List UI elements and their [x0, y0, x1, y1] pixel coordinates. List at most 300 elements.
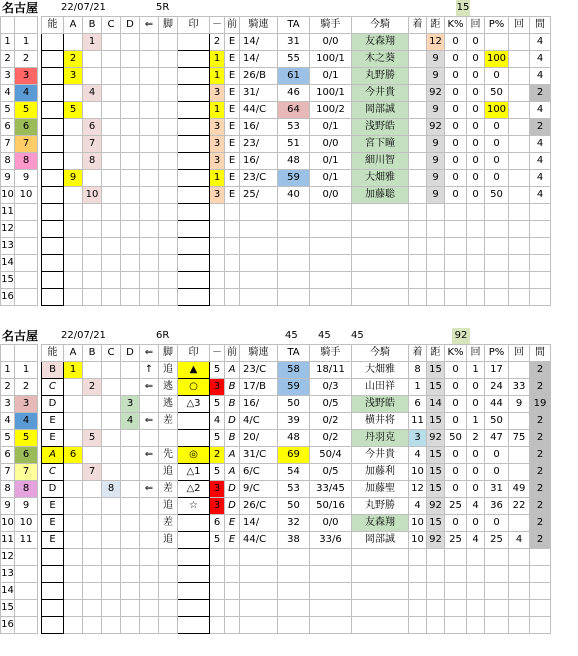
- p-percent: 31: [485, 481, 509, 498]
- current-jockey: 今井貴: [352, 447, 409, 464]
- frame-number: 3: [15, 68, 38, 85]
- table-row: [1, 396, 551, 413]
- running-style: 先: [159, 447, 178, 464]
- current-jockey: [352, 221, 409, 238]
- col-c: [102, 617, 121, 634]
- mark: [178, 68, 210, 85]
- previous: B: [225, 396, 240, 413]
- header-score-1: 45: [285, 330, 298, 341]
- jockey-link: 20/: [240, 430, 278, 447]
- running-style: [159, 204, 178, 221]
- frame-number: [15, 617, 38, 634]
- column-header-col-a: A: [64, 17, 83, 34]
- jockey-link: 26/C: [240, 498, 278, 515]
- count: 0: [467, 396, 485, 413]
- count: [467, 600, 485, 617]
- row-number: 14: [1, 583, 15, 600]
- previous: [225, 583, 240, 600]
- position: 4: [210, 413, 225, 430]
- row-number: 12: [1, 221, 15, 238]
- col-c: [102, 413, 121, 430]
- arrow: [140, 34, 159, 51]
- row-number: 8: [1, 481, 15, 498]
- p-percent: 0: [485, 515, 509, 532]
- jockey: [310, 272, 352, 289]
- col-d: [121, 289, 140, 306]
- col-a: [64, 481, 83, 498]
- position: [210, 255, 225, 272]
- col-a: [64, 566, 83, 583]
- col-c: [102, 102, 121, 119]
- previous: B: [225, 379, 240, 396]
- frame-number: 11: [15, 532, 38, 549]
- count-2: [509, 617, 530, 634]
- interval: 4: [530, 102, 551, 119]
- count: [467, 289, 485, 306]
- frame-number: 4: [15, 85, 38, 102]
- previous: [225, 566, 240, 583]
- finish: [409, 549, 427, 566]
- k-percent: 0: [445, 85, 467, 102]
- k-percent: 0: [445, 515, 467, 532]
- arrow: [140, 583, 159, 600]
- ta: 58: [278, 362, 310, 379]
- col-b: [83, 481, 102, 498]
- running-style: [159, 119, 178, 136]
- jockey-link: [240, 238, 278, 255]
- race-5-table: [0, 16, 551, 306]
- col-d: [121, 617, 140, 634]
- mark: [178, 600, 210, 617]
- jockey: 33/45: [310, 481, 352, 498]
- col-a: [64, 379, 83, 396]
- jockey: [310, 583, 352, 600]
- col-a: [64, 498, 83, 515]
- row-number: 2: [1, 379, 15, 396]
- frame-number: 5: [15, 102, 38, 119]
- count-2: [509, 204, 530, 221]
- jockey: 50/16: [310, 498, 352, 515]
- count-2: [509, 85, 530, 102]
- interval: 2: [530, 379, 551, 396]
- ta: 50: [278, 498, 310, 515]
- jockey: 33/6: [310, 532, 352, 549]
- count-2: [509, 255, 530, 272]
- previous: [225, 272, 240, 289]
- frame-number: 10: [15, 187, 38, 204]
- running-style: [159, 51, 178, 68]
- ability: C: [42, 464, 64, 481]
- ta: 38: [278, 532, 310, 549]
- count: 0: [467, 85, 485, 102]
- col-a: 6: [64, 447, 83, 464]
- interval: 2: [530, 119, 551, 136]
- table-row: [1, 170, 551, 187]
- p-percent: 0: [485, 119, 509, 136]
- column-header-running-style: 脚: [159, 17, 178, 34]
- jockey: 100/2: [310, 102, 352, 119]
- col-b: 6: [83, 119, 102, 136]
- jockey-link: [240, 289, 278, 306]
- col-b: 10: [83, 187, 102, 204]
- p-percent: 100: [485, 51, 509, 68]
- arrow: [140, 617, 159, 634]
- frame-number: 5: [15, 430, 38, 447]
- col-a: 2: [64, 51, 83, 68]
- count-2: 75: [509, 430, 530, 447]
- finish: 12: [409, 481, 427, 498]
- arrow: [140, 549, 159, 566]
- row-number: 13: [1, 238, 15, 255]
- position: [210, 600, 225, 617]
- row-number: 10: [1, 515, 15, 532]
- running-style: 追: [159, 362, 178, 379]
- jockey: 0/3: [310, 379, 352, 396]
- finish: [409, 204, 427, 221]
- table-row: [1, 272, 551, 289]
- current-jockey: 丹羽克: [352, 430, 409, 447]
- current-jockey: 木之葵: [352, 51, 409, 68]
- mark: [178, 119, 210, 136]
- col-b: 8: [83, 153, 102, 170]
- frame-number: 2: [15, 51, 38, 68]
- k-percent: 0: [445, 68, 467, 85]
- count: 0: [467, 379, 485, 396]
- p-percent: 50: [485, 413, 509, 430]
- ta: 40: [278, 187, 310, 204]
- mark: [178, 255, 210, 272]
- interval: [530, 566, 551, 583]
- current-jockey: 浅野皓: [352, 119, 409, 136]
- column-header-jockey-link: 騎連: [240, 17, 278, 34]
- row-number: 4: [1, 413, 15, 430]
- col-b: [83, 170, 102, 187]
- col-d: [121, 153, 140, 170]
- table-row: [1, 102, 551, 119]
- arrow: [140, 515, 159, 532]
- p-percent: 0: [485, 464, 509, 481]
- jockey: 0/1: [310, 170, 352, 187]
- ta: [278, 600, 310, 617]
- previous: [225, 238, 240, 255]
- distance: 9: [427, 68, 445, 85]
- jockey-link: 6/C: [240, 464, 278, 481]
- jockey-link: [240, 617, 278, 634]
- count-2: [509, 68, 530, 85]
- column-header-previous: 前: [225, 345, 240, 362]
- position: 3: [210, 379, 225, 396]
- arrow: [140, 204, 159, 221]
- running-style: [159, 153, 178, 170]
- previous: E: [225, 68, 240, 85]
- count-2: [509, 170, 530, 187]
- previous: [225, 600, 240, 617]
- previous: E: [225, 51, 240, 68]
- arrow: [140, 566, 159, 583]
- k-percent: 0: [445, 464, 467, 481]
- finish: [409, 68, 427, 85]
- mark: [178, 204, 210, 221]
- column-header-col-c: C: [102, 17, 121, 34]
- current-jockey: [352, 272, 409, 289]
- col-a: 1: [64, 362, 83, 379]
- count-2: [509, 600, 530, 617]
- distance: [427, 600, 445, 617]
- jockey: [310, 566, 352, 583]
- running-style: [159, 600, 178, 617]
- row-number: 2: [1, 51, 15, 68]
- running-style: [159, 272, 178, 289]
- interval: 2: [530, 532, 551, 549]
- count: [467, 617, 485, 634]
- current-jockey: [352, 583, 409, 600]
- frame-number: [15, 600, 38, 617]
- ta: [278, 289, 310, 306]
- interval: 2: [530, 447, 551, 464]
- jockey-link: [240, 255, 278, 272]
- mark: [178, 136, 210, 153]
- table-row: [1, 430, 551, 447]
- previous: D: [225, 481, 240, 498]
- finish: 11: [409, 413, 427, 430]
- table-row: [1, 119, 551, 136]
- col-d: [121, 119, 140, 136]
- distance: 92: [427, 532, 445, 549]
- ta: [278, 583, 310, 600]
- k-percent: 0: [445, 447, 467, 464]
- col-b: [83, 272, 102, 289]
- previous: [225, 289, 240, 306]
- jockey-link: 16/: [240, 153, 278, 170]
- row-number: 11: [1, 204, 15, 221]
- col-b: [83, 549, 102, 566]
- interval: 2: [530, 481, 551, 498]
- column-header-position: －: [210, 345, 225, 362]
- count: 4: [467, 498, 485, 515]
- col-b: [83, 600, 102, 617]
- col-d: [121, 498, 140, 515]
- col-a: [64, 413, 83, 430]
- jockey: 0/0: [310, 187, 352, 204]
- row-number: 14: [1, 255, 15, 272]
- count-2: 49: [509, 481, 530, 498]
- ability: [42, 566, 64, 583]
- running-style: 追: [159, 464, 178, 481]
- distance: 15: [427, 379, 445, 396]
- distance: 9: [427, 51, 445, 68]
- col-c: [102, 34, 121, 51]
- row-number: 16: [1, 617, 15, 634]
- jockey-link: 14/: [240, 515, 278, 532]
- k-percent: 0: [445, 362, 467, 379]
- finish: [409, 617, 427, 634]
- previous: [225, 549, 240, 566]
- interval: [530, 204, 551, 221]
- ta: [278, 272, 310, 289]
- distance: [427, 566, 445, 583]
- table-row: [1, 85, 551, 102]
- finish: [409, 221, 427, 238]
- col-d: [121, 566, 140, 583]
- table-row: [1, 51, 551, 68]
- mark: △2: [178, 481, 210, 498]
- column-header-position: －: [210, 17, 225, 34]
- k-percent: [445, 255, 467, 272]
- header-row: [1, 345, 551, 362]
- table-row: [1, 362, 551, 379]
- count-2: 22: [509, 498, 530, 515]
- arrow: [140, 498, 159, 515]
- jockey-link: [240, 583, 278, 600]
- jockey-link: 16/: [240, 396, 278, 413]
- col-c: [102, 430, 121, 447]
- col-b: [83, 204, 102, 221]
- col-a: [64, 549, 83, 566]
- col-d: [121, 187, 140, 204]
- finish: [409, 119, 427, 136]
- col-d: [121, 272, 140, 289]
- count: [467, 583, 485, 600]
- current-jockey: [352, 617, 409, 634]
- p-percent: 25: [485, 532, 509, 549]
- table-row: [1, 498, 551, 515]
- col-d: [121, 447, 140, 464]
- col-c: [102, 583, 121, 600]
- p-percent: 0: [485, 68, 509, 85]
- count-2: [509, 153, 530, 170]
- frame-number: 4: [15, 413, 38, 430]
- ability: [42, 170, 64, 187]
- col-d: [121, 255, 140, 272]
- col-a: [64, 532, 83, 549]
- mark: [178, 102, 210, 119]
- k-percent: 0: [445, 187, 467, 204]
- col-c: [102, 204, 121, 221]
- finish: 4: [409, 498, 427, 515]
- p-percent: 44: [485, 396, 509, 413]
- row-number: 11: [1, 532, 15, 549]
- jockey: [310, 238, 352, 255]
- current-jockey: 今井貴: [352, 85, 409, 102]
- p-percent: 0: [485, 153, 509, 170]
- position: [210, 204, 225, 221]
- column-header-p-percent: P%: [485, 17, 509, 34]
- ability: [42, 272, 64, 289]
- frame-number: [15, 204, 38, 221]
- previous: E: [225, 102, 240, 119]
- finish: [409, 34, 427, 51]
- interval: [530, 272, 551, 289]
- col-a: [64, 34, 83, 51]
- ta: 64: [278, 102, 310, 119]
- k-percent: [445, 272, 467, 289]
- col-a: [64, 396, 83, 413]
- col-d: [121, 221, 140, 238]
- col-a: [64, 289, 83, 306]
- interval: 4: [530, 34, 551, 51]
- column-header-p-percent: P%: [485, 345, 509, 362]
- col-c: [102, 68, 121, 85]
- interval: 2: [530, 498, 551, 515]
- ta: [278, 617, 310, 634]
- k-percent: 0: [445, 379, 467, 396]
- column-header-jockey-link: 騎連: [240, 345, 278, 362]
- mark: [178, 413, 210, 430]
- jockey-link: 23/C: [240, 362, 278, 379]
- previous: E: [225, 153, 240, 170]
- position: [210, 617, 225, 634]
- col-a: [64, 430, 83, 447]
- count-2: [509, 34, 530, 51]
- col-c: [102, 379, 121, 396]
- distance: 14: [427, 396, 445, 413]
- arrow: ⇐: [140, 379, 159, 396]
- ability: [42, 221, 64, 238]
- current-jockey: 岡部誠: [352, 532, 409, 549]
- jockey: [310, 255, 352, 272]
- count: 0: [467, 34, 485, 51]
- col-b: [83, 68, 102, 85]
- col-b: 4: [83, 85, 102, 102]
- ta: 59: [278, 170, 310, 187]
- col-a: [64, 204, 83, 221]
- ta: [278, 255, 310, 272]
- position: 5: [210, 430, 225, 447]
- jockey-link: [240, 221, 278, 238]
- running-style: 差: [159, 515, 178, 532]
- ability: E: [42, 413, 64, 430]
- race-date: 22/07/21: [61, 330, 106, 341]
- k-percent: [445, 204, 467, 221]
- row-number: 15: [1, 600, 15, 617]
- k-percent: 0: [445, 481, 467, 498]
- col-c: [102, 136, 121, 153]
- p-percent: [485, 617, 509, 634]
- position: [210, 272, 225, 289]
- current-jockey: 友森翔: [352, 515, 409, 532]
- mark: ☆: [178, 498, 210, 515]
- ta: 32: [278, 515, 310, 532]
- col-c: [102, 153, 121, 170]
- jockey-link: 9/C: [240, 481, 278, 498]
- col-c: [102, 362, 121, 379]
- ability: [42, 617, 64, 634]
- running-style: 差: [159, 413, 178, 430]
- k-percent: 0: [445, 34, 467, 51]
- column-header-finish: 着: [409, 345, 427, 362]
- col-c: [102, 255, 121, 272]
- count: 0: [467, 119, 485, 136]
- column-header-col-b: B: [83, 17, 102, 34]
- jockey: [310, 289, 352, 306]
- frame-number: [15, 221, 38, 238]
- race-6-header: [0, 328, 578, 344]
- distance: [427, 238, 445, 255]
- ta: 46: [278, 85, 310, 102]
- ta: [278, 549, 310, 566]
- position: 1: [210, 102, 225, 119]
- ta: 51: [278, 136, 310, 153]
- col-b: [83, 255, 102, 272]
- mark: [178, 515, 210, 532]
- ability: [42, 136, 64, 153]
- running-style: 逃: [159, 396, 178, 413]
- previous: E: [225, 136, 240, 153]
- table-row: [1, 532, 551, 549]
- finish: 6: [409, 396, 427, 413]
- p-percent: [485, 272, 509, 289]
- column-header-previous: 前: [225, 17, 240, 34]
